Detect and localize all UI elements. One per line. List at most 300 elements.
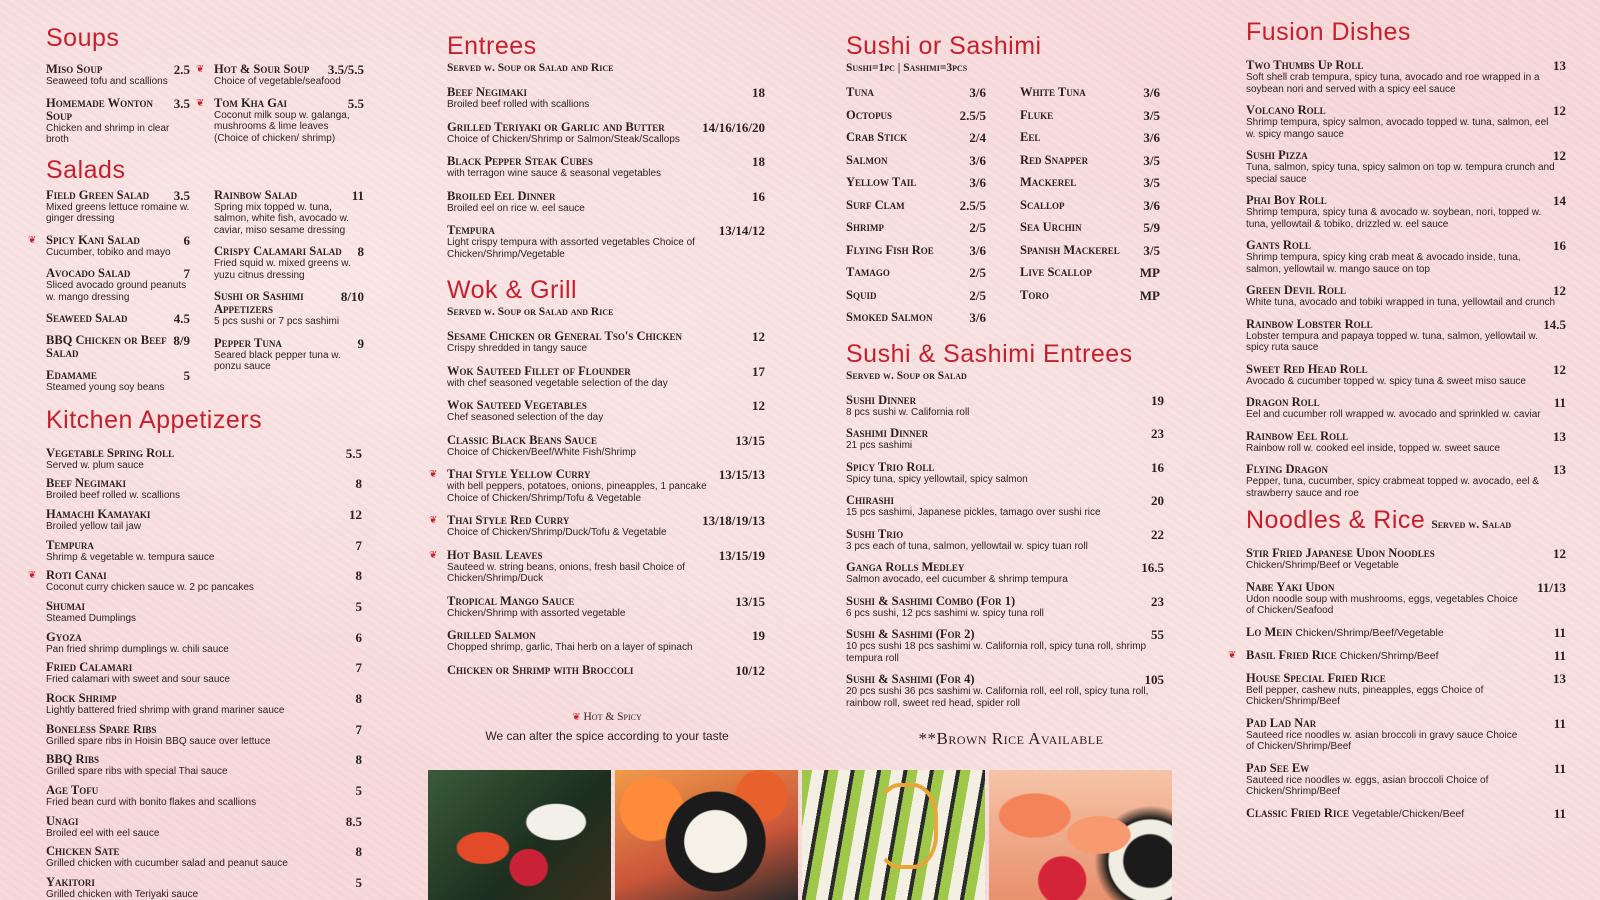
menu-item bbox=[1246, 463, 1566, 499]
item-desc: Grilled chicken with cucumber salad and peanut sauce bbox=[46, 858, 288, 870]
item-name: Smoked Salmon bbox=[846, 310, 933, 324]
item-price: 3.5 bbox=[173, 187, 190, 203]
menu-item bbox=[846, 86, 986, 109]
sse-list bbox=[846, 394, 1164, 710]
item-name: Pepper Tuna bbox=[214, 335, 282, 350]
menu-item bbox=[46, 600, 362, 631]
item-desc: Grilled spare ribs in Hoisin BBQ sauce over lettuce bbox=[46, 735, 271, 747]
menu-item bbox=[46, 334, 190, 360]
sushi-photo bbox=[428, 770, 611, 900]
menu-item bbox=[1020, 221, 1160, 244]
item-price: 3/6 bbox=[969, 175, 986, 190]
item-price: 13/15 bbox=[735, 593, 765, 609]
soups-title: Soups bbox=[46, 24, 120, 52]
menu-item bbox=[1246, 672, 1566, 708]
menu-item bbox=[46, 815, 362, 846]
menu-item bbox=[447, 86, 765, 111]
menu-item bbox=[46, 97, 190, 146]
menu-item bbox=[214, 337, 364, 373]
item-price: 12 bbox=[1553, 546, 1566, 561]
item-price: 13 bbox=[1553, 462, 1566, 477]
item-price: 16 bbox=[1151, 459, 1164, 475]
item-price: 8.5 bbox=[345, 813, 362, 829]
item-name: Basil Fried Rice Chicken/Shrimp/Beef bbox=[1246, 647, 1439, 662]
item-price: 7 bbox=[355, 660, 362, 676]
item-desc: Tuna, salmon, spicy tuna, spicy salmon on top w. tempura crunch and special sauce bbox=[1246, 162, 1555, 185]
item-desc: Choice of Chicken/Shrimp/Duck/Tofu & Vegetable bbox=[447, 527, 667, 538]
item-price: 22 bbox=[1151, 526, 1164, 542]
menu-item bbox=[846, 311, 986, 334]
menu-item bbox=[846, 176, 986, 199]
item-options: Chicken/Shrimp/Beef/Vegetable bbox=[1295, 626, 1444, 639]
item-desc: 10 pcs sushi 18 pcs sashimi w. California roll, spicy tuna roll, shrimp tempura roll bbox=[846, 641, 1147, 664]
item-name: Scallop bbox=[1020, 197, 1065, 212]
menu-item bbox=[846, 289, 986, 312]
item-name: Salmon bbox=[846, 152, 888, 167]
item-price: 8 bbox=[355, 844, 362, 860]
item-price: 2/5 bbox=[969, 265, 986, 280]
item-desc: with terragon wine sauce & seasonal vegetables bbox=[447, 168, 662, 179]
item-price: 12 bbox=[1553, 103, 1566, 118]
hot-icon: ❦ bbox=[572, 711, 581, 723]
item-name: Unagi bbox=[46, 813, 79, 828]
item-desc: Broiled beef rolled w. scallions bbox=[46, 490, 180, 502]
item-desc: Shrimp tempura, spicy king crab meat & avocado inside, tuna, salmon, yellowtail w. mango sauce on top bbox=[1246, 252, 1521, 275]
menu-item bbox=[429, 547, 765, 585]
item-name: Phai Boy Roll bbox=[1246, 193, 1327, 207]
menu-item bbox=[846, 266, 986, 289]
item-desc: Broiled yellow tail jaw bbox=[46, 520, 142, 532]
item-name: Gants Roll bbox=[1246, 238, 1311, 252]
soups-section bbox=[46, 63, 366, 146]
menu-item bbox=[1020, 131, 1160, 154]
item-name: Avocado Salad bbox=[46, 266, 131, 280]
item-price: 6 bbox=[355, 629, 362, 645]
item-desc: Seaweed tofu and scallions bbox=[46, 76, 168, 87]
item-price: 5 bbox=[355, 875, 362, 891]
item-price: 10/12 bbox=[735, 662, 765, 678]
item-price: 3/6 bbox=[969, 310, 986, 325]
item-name: House Special Fried Rice bbox=[1246, 670, 1386, 685]
item-name: Pad Lad Nar bbox=[1246, 715, 1317, 730]
item-price: 3/5 bbox=[1143, 152, 1160, 168]
item-desc: Shrimp tempura, spicy salmon, avocado topped w. tuna, salmon, eel w. spicy mango sauce bbox=[1246, 117, 1549, 140]
menu-item bbox=[846, 528, 1164, 553]
item-price: 3/6 bbox=[969, 85, 986, 100]
menu-item bbox=[46, 189, 190, 225]
item-name: Sushi & Sashimi Combo (For 1) bbox=[846, 593, 1016, 608]
menu-item bbox=[1020, 289, 1160, 312]
hot-icon: ❦ bbox=[28, 570, 37, 582]
item-price: 18 bbox=[752, 154, 765, 169]
item-name: Flying Dragon bbox=[1246, 462, 1328, 476]
item-desc: White tuna, avocado and tobiki wrapped in tuna, yellowtail and crunch bbox=[1246, 297, 1556, 308]
menu-item bbox=[447, 595, 765, 620]
item-price: 3/6 bbox=[1143, 85, 1160, 100]
item-name: Shrimp bbox=[846, 220, 884, 234]
item-price: 2.5 bbox=[173, 62, 190, 77]
item-name: Chirashi bbox=[846, 493, 895, 507]
menu-item bbox=[447, 365, 765, 390]
menu-item bbox=[846, 199, 986, 222]
menu-item bbox=[846, 109, 986, 132]
item-desc: Grilled spare ribs with special Thai sauce bbox=[46, 766, 228, 778]
item-name: Sushi Pizza bbox=[1246, 148, 1308, 162]
item-price: 23 bbox=[1151, 593, 1164, 609]
item-price: 55 bbox=[1151, 627, 1164, 642]
item-name: Field Green Salad bbox=[46, 187, 150, 202]
soups-right bbox=[196, 62, 364, 146]
item-desc: 8 pcs sushi w. California roll bbox=[846, 406, 970, 418]
item-price: 3.5/5.5 bbox=[327, 62, 364, 77]
menu-item bbox=[46, 539, 362, 570]
item-name: Thai Style Red Curry bbox=[447, 513, 570, 527]
item-desc: Choice of Chicken/Beef/White Fish/Shrimp bbox=[447, 446, 636, 458]
menu-item bbox=[846, 628, 1164, 664]
item-price: 12 bbox=[349, 506, 362, 522]
item-price: 2/5 bbox=[969, 220, 986, 235]
item-desc: Sauteed rice noodles w. asian broccoli in gravy sauce Choice of Chicken/Shrimp/Beef bbox=[1246, 729, 1518, 752]
column-3 bbox=[846, 34, 1176, 749]
item-name: Stir Fried Japanese Udon Noodles bbox=[1246, 546, 1435, 560]
item-name: Ganga Rolls Medley bbox=[846, 560, 965, 574]
menu-item bbox=[1246, 430, 1566, 455]
item-price: 6 bbox=[183, 232, 190, 248]
item-price: 14/16/16/20 bbox=[702, 119, 765, 135]
hot-icon: ❦ bbox=[196, 97, 205, 109]
item-price: 7 bbox=[183, 266, 190, 281]
item-price: 12 bbox=[1553, 148, 1566, 163]
item-name: Tropical Mango Sauce bbox=[447, 593, 575, 608]
item-desc: Coconut curry chicken sauce w. 2 pc pancakes bbox=[46, 582, 254, 594]
menu-item bbox=[447, 224, 765, 260]
item-name: Spicy Trio Roll bbox=[846, 459, 935, 474]
item-name: Lo Mein Chicken/Shrimp/Beef/Vegetable bbox=[1246, 624, 1444, 639]
menu-item bbox=[846, 494, 1164, 519]
item-price: 8 bbox=[355, 752, 362, 768]
item-desc: Light crispy tempura with assorted vegetables Choice of Chicken/Shrimp/Vegetable bbox=[447, 237, 695, 260]
item-price: 11 bbox=[1553, 760, 1566, 776]
item-price: 13/18/19/13 bbox=[702, 513, 765, 528]
item-name: Yellow Tail bbox=[846, 175, 917, 189]
noodles-heading bbox=[1246, 508, 1566, 533]
item-price: 13 bbox=[1553, 58, 1566, 73]
menu-item bbox=[1246, 104, 1566, 140]
item-price: 14.5 bbox=[1543, 316, 1566, 332]
item-name: Sweet Red Head Roll bbox=[1246, 361, 1368, 376]
menu-item bbox=[46, 784, 362, 815]
menu-item bbox=[214, 245, 364, 281]
sushi-left bbox=[846, 86, 986, 334]
kitchen-list bbox=[28, 445, 362, 900]
menu-item bbox=[1020, 266, 1160, 289]
item-name: Fried Calamari bbox=[46, 660, 133, 675]
item-price: 20 bbox=[1151, 493, 1164, 508]
item-price: 8 bbox=[357, 244, 364, 259]
item-price: 3.5 bbox=[173, 95, 190, 111]
sse-title: Sushi & Sashimi Entrees bbox=[846, 339, 1133, 368]
brown-rice-note: **Brown Rice Available bbox=[918, 729, 1104, 748]
menu-item bbox=[846, 427, 1164, 452]
item-desc: Lightly battered fried shrimp with grand mariner sauce bbox=[46, 705, 285, 716]
menu-item bbox=[1246, 807, 1566, 821]
noodle-list bbox=[1228, 546, 1566, 821]
item-name: Homemade Wonton Soup bbox=[46, 95, 153, 123]
item-name: Miso Soup bbox=[46, 62, 103, 76]
menu-item bbox=[1246, 363, 1566, 388]
item-desc: 20 pcs sushi 36 pcs sashimi w. California roll, eel roll, spicy tuna roll, rainbow roll, sweet red head, spider roll bbox=[846, 686, 1149, 709]
item-desc: Udon noodle soup with mushrooms, eggs, vegetables Choice of Chicken/Seafood bbox=[1246, 593, 1518, 616]
menu-item bbox=[46, 477, 362, 508]
item-desc: 15 pcs sashimi, Japanese pickles, tamago over sushi rice bbox=[846, 507, 1101, 518]
item-name: Nabe Yaki Udon bbox=[1246, 579, 1335, 594]
noodles-title: Noodles & Rice bbox=[1246, 506, 1426, 534]
sushi-section bbox=[846, 86, 1176, 334]
item-price: 2/5 bbox=[969, 287, 986, 303]
item-desc: Mixed greens lettuce romaine w. ginger dressing bbox=[46, 201, 190, 224]
item-price: 11 bbox=[1553, 647, 1566, 663]
menu-item bbox=[447, 330, 765, 355]
menu-item bbox=[1020, 86, 1160, 109]
sushi-right bbox=[1020, 86, 1160, 334]
menu-item bbox=[1246, 717, 1566, 753]
sushi-subtitle: Sushi=1pc | Sashimi=3pcs bbox=[846, 62, 968, 74]
hot-icon: ❦ bbox=[28, 234, 37, 246]
item-name: Shumai bbox=[46, 598, 85, 613]
menu-item bbox=[46, 267, 190, 303]
menu-item bbox=[46, 508, 362, 539]
item-price: 5 bbox=[355, 783, 362, 799]
item-desc: Cucumber, tobiko and mayo bbox=[46, 246, 171, 258]
item-desc: Sauteed w. string beans, onions, fresh basil Choice of Chicken/Shrimp/Duck bbox=[447, 561, 685, 584]
item-name: Tuna bbox=[846, 85, 874, 99]
menu-item bbox=[1020, 244, 1160, 267]
column-4 bbox=[1228, 18, 1566, 830]
item-desc: Eel and cucumber roll wrapped w. avocado and sprinkled w. caviar bbox=[1246, 409, 1541, 420]
menu-item bbox=[846, 673, 1164, 709]
item-name: Crab Stick bbox=[846, 130, 908, 144]
item-price: 8 bbox=[355, 568, 362, 584]
item-price: 3/5 bbox=[1143, 175, 1160, 190]
item-price: 8 bbox=[355, 476, 362, 492]
column-2 bbox=[429, 32, 767, 743]
menu-item bbox=[214, 189, 364, 237]
item-name: Seaweed Salad bbox=[46, 311, 128, 325]
item-desc: Fried squid w. mixed greens w. yuzu citnus dressing bbox=[214, 258, 351, 281]
item-desc: Pepper, tuna, cucumber, spicy crabmeat topped w. avocado, eel & strawberry sauce and roe bbox=[1246, 476, 1539, 499]
menu-item bbox=[1020, 199, 1160, 222]
entrees-title: Entrees bbox=[447, 32, 537, 60]
item-name: Octopus bbox=[846, 107, 893, 122]
item-price: 16 bbox=[752, 188, 765, 204]
item-desc: Served w. plum sauce bbox=[46, 459, 144, 471]
item-price: 8/9 bbox=[173, 333, 190, 348]
menu-item bbox=[196, 95, 364, 145]
menu-item bbox=[1228, 647, 1566, 663]
wok-title: Wok & Grill bbox=[447, 276, 578, 304]
item-desc: Choice of Chicken/Shrimp or Salmon/Steak/Scallops bbox=[447, 133, 680, 145]
item-price: 5.5 bbox=[347, 95, 364, 111]
item-desc: Chicken/Shrimp with assorted vegetable bbox=[447, 607, 626, 619]
item-name: Sushi or Sashimi Appetizers bbox=[214, 289, 304, 316]
menu-item bbox=[1020, 154, 1160, 177]
menu-item bbox=[1246, 626, 1566, 640]
menu-item bbox=[846, 561, 1164, 586]
item-price: 13/15/19 bbox=[718, 547, 765, 563]
item-desc: 21 pcs sashimi bbox=[846, 440, 913, 451]
item-name: Yakitori bbox=[46, 875, 95, 890]
item-name: Hamachi Kamayaki bbox=[46, 506, 151, 521]
menu-item bbox=[447, 629, 765, 654]
menu-item bbox=[1246, 547, 1566, 572]
item-options: Vegetable/Chicken/Beef bbox=[1352, 807, 1465, 820]
item-name: Grilled Teriyaki or Garlic and Butter bbox=[447, 119, 665, 134]
item-name: Rainbow Salad bbox=[214, 187, 298, 202]
item-price: 3/6 bbox=[969, 242, 986, 258]
item-name: Sushi Dinner bbox=[846, 392, 917, 407]
item-price: 3/6 bbox=[969, 152, 986, 168]
entrees-list bbox=[447, 86, 765, 260]
item-desc: Spicy tuna, spicy yellowtail, spicy salmon bbox=[846, 473, 1028, 485]
item-price: 12 bbox=[752, 398, 765, 413]
item-name: Roti Canai bbox=[46, 568, 107, 583]
roll-photo bbox=[615, 770, 798, 900]
menu-item bbox=[846, 154, 986, 177]
item-name: Sushi Trio bbox=[846, 526, 904, 541]
menu-item bbox=[429, 513, 765, 539]
item-desc: Lobster tempura and papaya topped w. tuna, salmon, yellowtail w. spicy ruta sauce bbox=[1246, 330, 1538, 353]
item-name: Grilled Salmon bbox=[447, 628, 536, 642]
menu-item bbox=[1246, 284, 1566, 309]
noodles-subtitle: Served w. Salad bbox=[1431, 519, 1512, 531]
item-name: Gyoza bbox=[46, 629, 82, 644]
item-price: 5.5 bbox=[345, 445, 362, 461]
menu-item bbox=[846, 244, 986, 267]
menu-item bbox=[46, 631, 362, 662]
menu-item bbox=[46, 312, 190, 325]
menu-item bbox=[1020, 176, 1160, 199]
item-desc: Chopped shrimp, garlic, Thai herb on a layer of spinach bbox=[447, 642, 693, 653]
fusion-title: Fusion Dishes bbox=[1246, 18, 1411, 46]
item-price: 3/5 bbox=[1143, 107, 1160, 123]
item-price: MP bbox=[1139, 265, 1160, 280]
menu-item bbox=[1246, 239, 1566, 275]
item-name: Classic Black Beans Sauce bbox=[447, 432, 598, 447]
item-desc: Crispy shredded in tangy sauce bbox=[447, 343, 588, 354]
item-price: 3/5 bbox=[1143, 242, 1160, 258]
item-desc: Sauteed rice noodles w. eggs, asian broccoli Choice of Chicken/Shrimp/Beef bbox=[1246, 774, 1489, 797]
food-photos bbox=[428, 770, 1172, 900]
item-desc: Coconut milk soup w. galanga, mushrooms & lime leaves (Choice of chicken/ shrimp) bbox=[214, 109, 350, 144]
item-price: 23 bbox=[1151, 426, 1164, 441]
item-price: 5 bbox=[183, 368, 190, 383]
item-price: 16 bbox=[1553, 238, 1566, 253]
item-name: Hot Basil Leaves bbox=[447, 547, 543, 562]
menu-item bbox=[447, 399, 765, 424]
menu-item bbox=[1020, 109, 1160, 132]
item-price: 12 bbox=[752, 329, 765, 344]
item-desc: Broiled beef rolled with scallions bbox=[447, 99, 590, 110]
salads-left bbox=[28, 187, 190, 394]
menu-item bbox=[447, 434, 765, 459]
item-desc: Broiled eel on rice w. eel sauce bbox=[447, 202, 585, 214]
item-name: Tempura bbox=[447, 223, 495, 237]
menu-item bbox=[846, 461, 1164, 486]
menu-item bbox=[846, 394, 1164, 419]
item-price: 11 bbox=[1553, 715, 1566, 731]
item-price: MP bbox=[1139, 287, 1160, 303]
item-name: Eel bbox=[1020, 130, 1041, 144]
menu-item bbox=[214, 290, 364, 328]
item-name: Vegetable Spring Roll bbox=[46, 445, 175, 460]
item-desc: Fried calamari with sweet and sour sauce bbox=[46, 674, 230, 686]
maki-photo bbox=[802, 770, 985, 900]
menu-item bbox=[46, 447, 362, 478]
column-1 bbox=[28, 24, 366, 900]
menu-item bbox=[1246, 762, 1566, 798]
hot-icon: ❦ bbox=[429, 549, 438, 561]
menu-item bbox=[46, 753, 362, 784]
kitchen-title: Kitchen Appetizers bbox=[46, 405, 263, 434]
salads-right bbox=[214, 189, 364, 394]
soups-left bbox=[46, 63, 190, 146]
item-name: Tom Kha Gai bbox=[214, 95, 288, 110]
item-name: Mackerel bbox=[1020, 175, 1077, 189]
item-name: Broiled Eel Dinner bbox=[447, 188, 556, 203]
item-price: 3/6 bbox=[1143, 130, 1160, 145]
item-price: 7 bbox=[355, 537, 362, 553]
item-price: 19 bbox=[1151, 392, 1164, 408]
item-desc: Chicken/Shrimp/Beef or Vegetable bbox=[1246, 560, 1399, 571]
hot-spicy-label: Hot & Spicy bbox=[583, 710, 642, 723]
item-name: Sesame Chicken or General Tso's Chicken bbox=[447, 329, 682, 343]
menu-item bbox=[1246, 396, 1566, 421]
sashimi-photo bbox=[989, 770, 1172, 900]
item-price: 2.5/5 bbox=[959, 107, 986, 123]
item-price: 14 bbox=[1553, 193, 1566, 208]
menu-item bbox=[429, 467, 765, 504]
fusion-list bbox=[1246, 59, 1566, 499]
menu-item bbox=[46, 661, 362, 692]
item-name: Spicy Kani Salad bbox=[46, 232, 140, 247]
item-name: Beef Negimaki bbox=[46, 476, 126, 491]
item-name: Wok Sauteed Vegetables bbox=[447, 398, 587, 412]
hot-icon: ❦ bbox=[429, 515, 438, 526]
item-name: Rainbow Eel Roll bbox=[1246, 428, 1349, 443]
item-desc: Shrimp & vegetable w. tempura sauce bbox=[46, 551, 215, 563]
item-name: Chicken Sate bbox=[46, 844, 120, 859]
item-name: Thai Style Yellow Curry bbox=[447, 467, 591, 481]
hot-spicy-note bbox=[447, 711, 767, 723]
hot-icon: ❦ bbox=[429, 469, 438, 480]
item-name: Sashimi Dinner bbox=[846, 426, 929, 440]
item-desc: Spring mix topped w. tuna, salmon, white fish, avocado w. caviar, miso sesame dressing bbox=[214, 201, 350, 236]
sse-subtitle: Served w. Soup or Salad bbox=[846, 369, 967, 382]
item-desc: 3 pcs each of tuna, salmon, yellowtail w. spicy tuan roll bbox=[846, 540, 1088, 552]
item-name: Surf Clam bbox=[846, 197, 905, 212]
menu-item bbox=[447, 121, 765, 146]
item-name: Black Pepper Steak Cubes bbox=[447, 154, 593, 168]
item-price: 12 bbox=[1553, 283, 1566, 298]
item-price: 18 bbox=[752, 85, 765, 100]
item-name: BBQ Ribs bbox=[46, 752, 100, 767]
item-desc: Shrimp tempura, spicy tuna & avocado w. soybean, nori, topped w. tuna, yellowtail & tobiko, drizzled w. eel sauce bbox=[1246, 207, 1542, 230]
item-name: Chicken or Shrimp with Broccoli bbox=[447, 662, 634, 677]
item-desc: Salmon avocado, eel cucumber & shrimp tempura bbox=[846, 574, 1068, 585]
item-price: 2.5/5 bbox=[959, 197, 986, 213]
menu-item bbox=[28, 232, 190, 259]
item-name: Tempura bbox=[46, 537, 94, 552]
